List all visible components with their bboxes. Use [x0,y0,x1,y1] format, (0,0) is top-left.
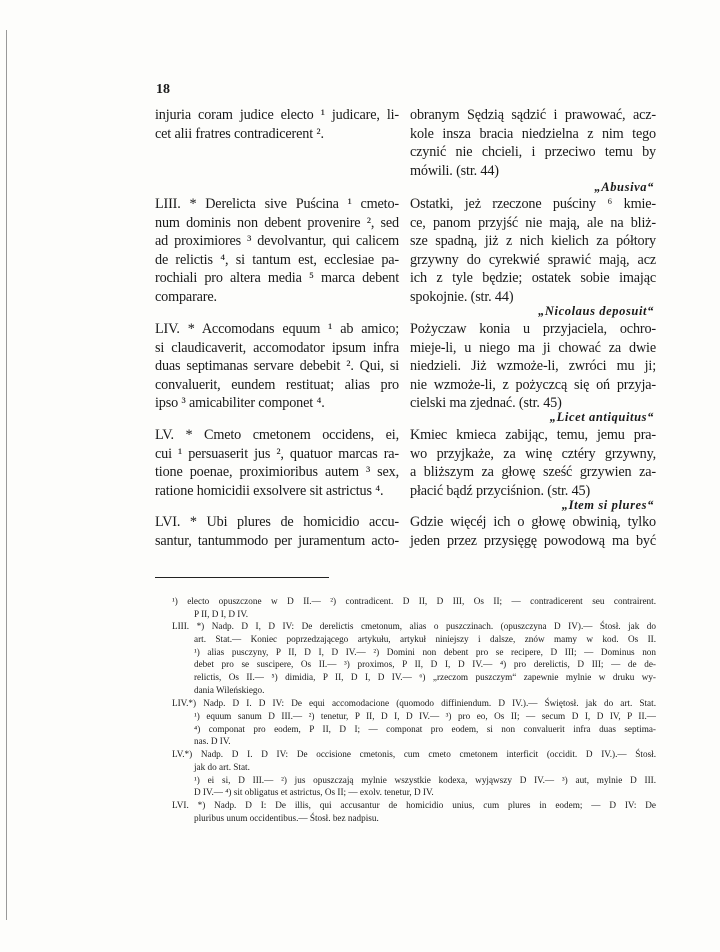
latin-article-liv [155,320,399,413]
polish-line: Gdzie więcéj ich o głowę obwinią, tylko [410,514,656,530]
latin-line: cet alii fratres contradicerent ². [155,125,324,142]
footnote-line: ¹) electo opuszczone w D II.— ²) contradicent. D II, D III, Os II; — contradicerent seu contrairent. [172,596,656,606]
polish-article-liv [410,320,656,413]
polish-line: wo przyjkaże, za winę cztéry grzywny, [410,445,656,462]
footnote-line: ¹) equum sanum D III.— ²) tenetur, P II, D I, D IV.— ³) pro eo, Os II; — secum D I, D IV, P II.— [194,710,656,721]
polish-line: płacić bądź przyciśnion. (str. 45) [410,482,591,499]
footnote-line: jak do art. Stat. [194,761,250,772]
polish-line: czynić nie chcieli, i przeciwo temu by [410,144,656,161]
footnote-line: ¹) alias pusczyny, P II, D I, D IV.— ²) Domini non debent pro se recipere, D III; — Dominus non [194,646,656,657]
latin-line: injuria coram judice electo ¹ judicare, li- [155,107,399,123]
polish-line: a bliższym za głowę sześć grzywien za- [410,464,656,481]
latin-line: cui ¹ persuaserit jus ², quatuor marcas ra- [155,445,399,462]
latin-article-lvi [155,513,399,550]
section-heading: „Nicolaus deposuit“ [538,304,654,318]
polish-intro [410,106,656,180]
footnote-separator [155,577,329,578]
footnote-intro [172,595,656,621]
footnote-line: debet pro se suscipere, Os II.— ³) proximos, P II, D I, D IV.— ⁴) pro derelictis, D III; — de de- [194,659,656,670]
polish-line: obranym Sędzią sądzić i prawować, acz- [410,107,656,123]
polish-article-liii [410,195,656,307]
polish-line: nie wzmoże-li, z pożyczcą się oń przyja- [410,376,656,393]
latin-article-liii [155,195,399,307]
page-edge-line [6,30,7,920]
latin-line: comparare. [155,288,217,305]
footnote-line: ¹) ei si, D III.— ²) jus opuszczają mylnie wszystkie kodexa, wyjąwszy D IV.— ³) aut, mylnie D III. [194,774,656,785]
latin-intro [155,106,399,143]
latin-line: LIII. * Derelicta sive Puścina ¹ cmeto- [155,196,399,212]
polish-line: Pożyczaw konia u przyjaciela, ochro- [410,321,656,337]
polish-line: sze spadną, jiż z nich kielich za półtory [410,233,656,250]
section-heading: „Abusiva“ [594,180,654,194]
latin-line: LVI. * Ubi plures de homicidio accu- [155,514,399,530]
footnote-lv [172,748,656,799]
footnote-liv [172,697,656,748]
footnote-line: LIV.*) Nadp. D I. D IV: De equi accomodacione (quomodo diffiniendum. D IV.).— Świętosł. jak do art. Stat. [172,698,656,708]
polish-line: jeden przez przysięgę powodową ma być [410,532,656,549]
polish-line: kole insza bracia niedzielna z nim tego [410,125,656,142]
polish-line: cielski ma zjednać. (str. 45) [410,395,562,412]
footnote-line: dania Wileńskiego. [194,684,265,695]
latin-line: tione poenae, proximioribus autem ³ sex, [155,464,399,481]
latin-line: santur, tantummodo per juramentum acto- [155,532,399,549]
latin-line: num dominis non debent provenire ², sed [155,214,399,231]
page-number: 18 [156,82,170,97]
polish-line: ce, panom przyjść nie mają, ale na bliż- [410,214,656,231]
footnote-line: ⁴) componat pro eodem, P II, D I; — componat pro eodem, si non convaluerit infra duas septima- [194,723,656,734]
polish-line: niedzieli. Jiż wzmoże-li, zwróci mu ji; [410,358,656,375]
latin-article-lv [155,426,399,500]
footnote-line: LV.*) Nadp. D I. D IV: De occisione cmetonis, cum cmeto cmetonem interficit (occidit. D IV.).— Śtosł. [172,749,656,759]
polish-article-lv [410,426,656,500]
footnote-line: pluribus unum occidentibus.— Śtosł. bez nadpisu. [194,812,379,823]
latin-line: ratione homicidii exsolvere sit astrictus ⁴. [155,482,384,499]
latin-line: rochiali pro altera media ⁵ marca debent [155,270,399,287]
footnote-line: LIII. *) Nadp. D I, D IV: De derelictis cmetonum, alias o puszczinach. (opuszczyna D IV).— Śtosł. jak do [172,621,656,631]
footnote-lvi [172,799,656,825]
latin-line: LIV. * Accomodans equum ¹ ab amico; [155,321,399,337]
polish-line: mieje-li, u niego ma ji chować za dwie [410,339,656,356]
footnote-line: nas. D IV. [194,736,231,747]
polish-article-lvi [410,513,656,550]
footnote-line: P II, D I, D IV. [194,608,249,619]
latin-line: duas septimanas servare debebit ². Qui, si [155,358,399,375]
latin-line: ad proximiores ³ devolvantur, qui calicem [155,233,399,250]
footnote-liii [172,620,656,697]
polish-line: mówili. (str. 44) [410,162,499,179]
latin-line: ipso ³ amicabiliter componet ⁴. [155,395,325,412]
latin-line: convaluerit, eundem restituat; alias pro [155,376,399,393]
polish-line: Ostatki, jeż rzeczone puściny ⁶ kmie- [410,196,656,212]
footnote-line: D IV.— ⁴) sit obligatus et astrictus, Os II; — exolv. tenetur, D IV. [194,787,434,798]
polish-line: Kmiec kmieca zabijąc, temu, jemu pra- [410,427,656,443]
footnote-line: art. Stat.— Koniec poprzedzającego artykułu, artykuł niniejszy i dalsze, znów mamy w kod. Os II. [194,633,656,644]
polish-line: spokojnie. (str. 44) [410,288,514,305]
footnote-line: LVI. *) Nadp. D I: De illis, qui accusantur de homicidio unius, cum plures in eodem; — D IV: De [172,800,656,810]
latin-line: si claudicaverit, accomodator ipsum infra [155,339,399,356]
polish-line: grzywny do cyrekwié sprawić mają, acz [410,251,656,268]
section-heading: „Licet antiquitus“ [549,410,654,424]
polish-line: ich z tyle będzie; ostatek sobie imając [410,270,656,287]
section-heading: „Item si plures“ [561,498,654,512]
footnote-line: relictis, Os II.— ⁵) dimidia, P II, D I, D IV.— ⁶) „rzeczom puszczym“ zapewnie mylnie w druku wy- [194,672,656,683]
latin-line: LV. * Cmeto cmetonem occidens, ei, [155,427,399,443]
latin-line: de relictis ⁴, si tantum est, ecclesiae pa- [155,251,399,268]
